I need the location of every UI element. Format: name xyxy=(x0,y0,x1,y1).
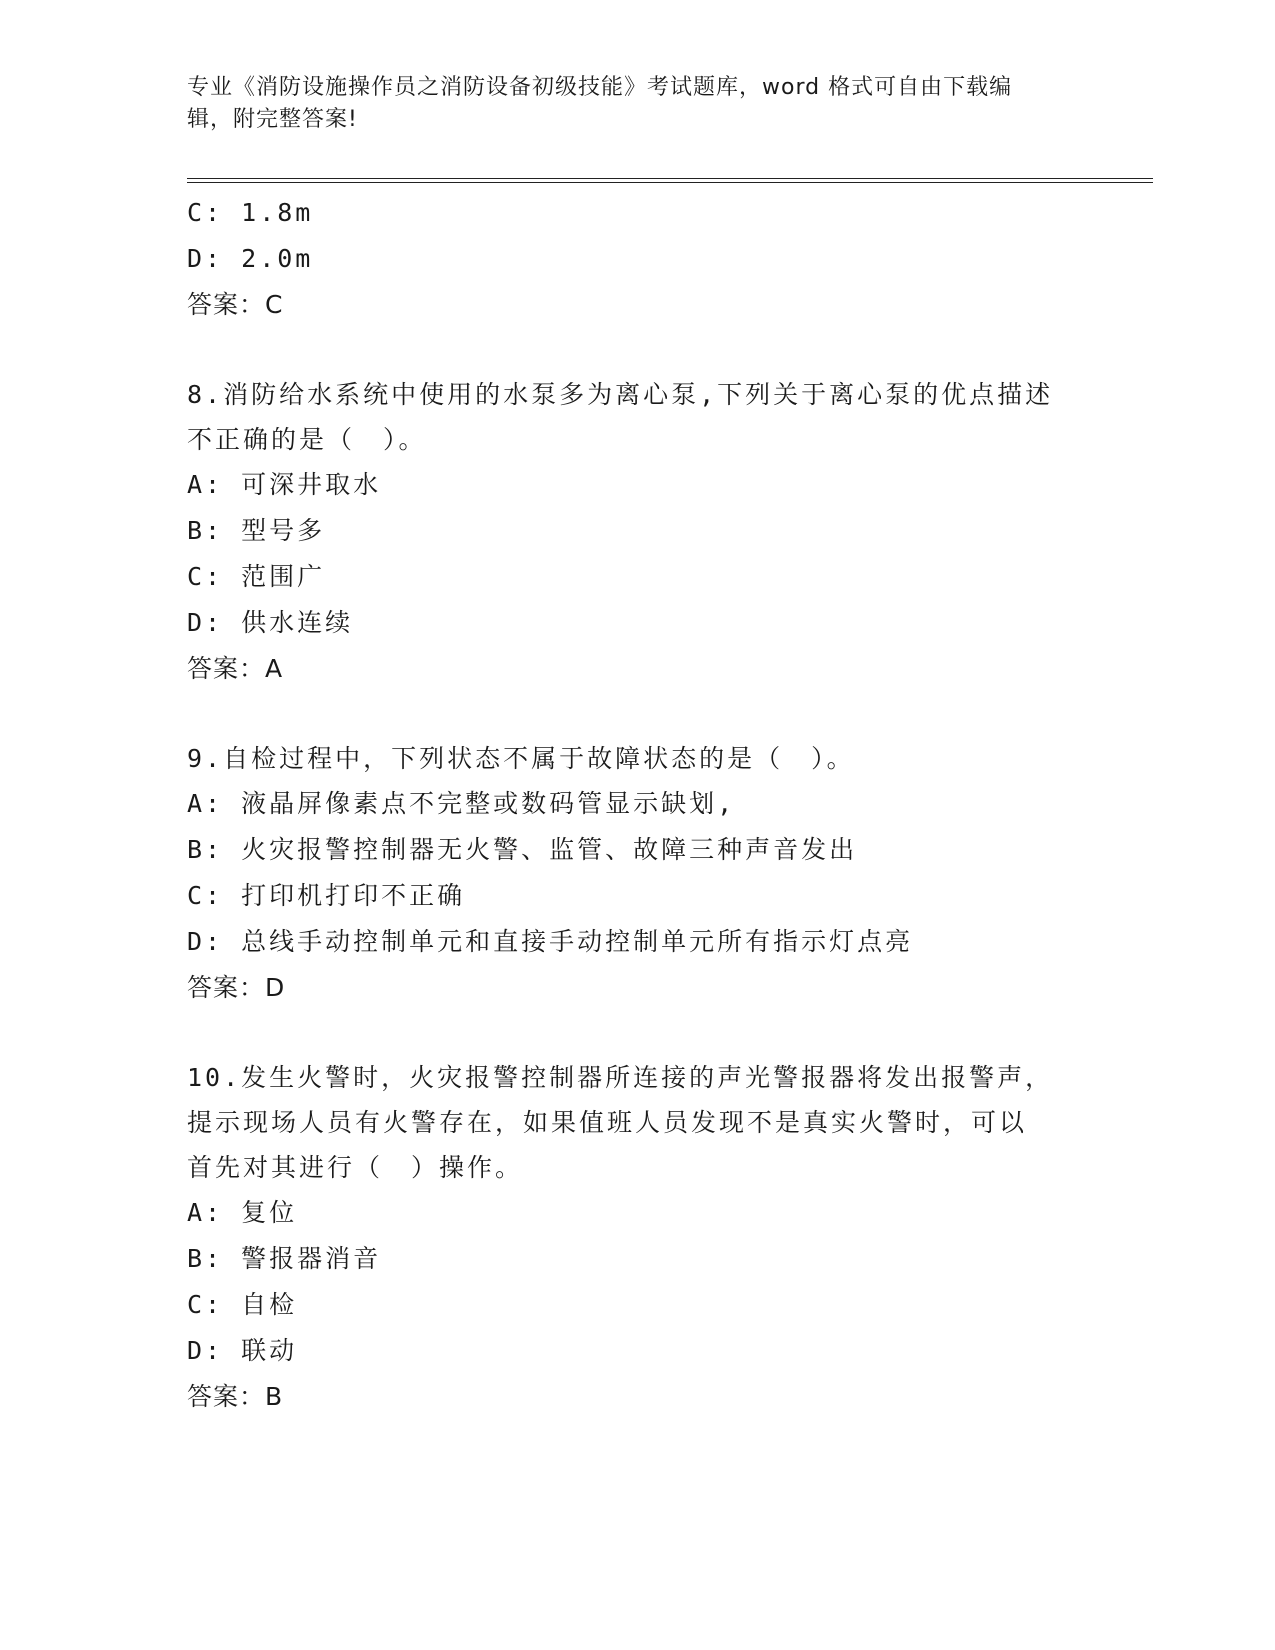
answer: 答案：A xyxy=(187,654,284,683)
header-divider-top xyxy=(187,178,1153,179)
question-stem-line: 不正确的是（ ）。 xyxy=(187,425,427,454)
question-stem-line: 首先对其进行（ ）操作。 xyxy=(187,1153,524,1182)
option-c: C: 1.8m xyxy=(187,198,314,227)
header-line-1: 专业《消防设施操作员之消防设备初级技能》考试题库，word 格式可自由下载编 xyxy=(187,75,1013,100)
header-divider-bottom xyxy=(187,182,1153,183)
option-d: D: 联动 xyxy=(187,1336,298,1365)
option-d: D: 2.0m xyxy=(187,244,314,273)
question-stem-line: 提示现场人员有火警存在，如果值班人员发现不是真实火警时，可以 xyxy=(187,1108,1028,1137)
question-9 xyxy=(187,736,1087,1011)
question-stem-line: 8.消防给水系统中使用的水泵多为离心泵,下列关于离心泵的优点描述 xyxy=(187,380,1054,409)
previous-question-tail xyxy=(187,190,1087,328)
option-d: D: 总线手动控制单元和直接手动控制单元所有指示灯点亮 xyxy=(187,927,914,956)
option-a: A: 可深井取水 xyxy=(187,470,382,499)
option-c: C: 打印机打印不正确 xyxy=(187,881,466,910)
answer: 答案：C xyxy=(187,290,284,319)
question-stem-line: 9.自检过程中，下列状态不属于故障状态的是（ ）。 xyxy=(187,744,855,773)
option-b: B: 火灾报警控制器无火警、监管、故障三种声音发出 xyxy=(187,835,858,864)
option-b: B: 型号多 xyxy=(187,516,326,545)
option-a: A: 复位 xyxy=(187,1198,298,1227)
option-d: D: 供水连续 xyxy=(187,608,354,637)
answer: 答案：B xyxy=(187,1382,284,1411)
option-b: B: 警报器消音 xyxy=(187,1244,382,1273)
answer: 答案：D xyxy=(187,973,286,1002)
question-10 xyxy=(187,1055,1087,1420)
question-stem-line: 10.发生火警时，火灾报警控制器所连接的声光警报器将发出报警声， xyxy=(187,1063,1054,1092)
option-c: C: 自检 xyxy=(187,1290,298,1319)
header-line-2: 辑，附完整答案! xyxy=(187,107,358,132)
option-a: A: 液晶屏像素点不完整或数码管显示缺划, xyxy=(187,789,736,818)
question-8 xyxy=(187,372,1087,692)
question-content xyxy=(187,190,1087,1420)
document-header xyxy=(187,72,1067,136)
option-c: C: 范围广 xyxy=(187,562,326,591)
